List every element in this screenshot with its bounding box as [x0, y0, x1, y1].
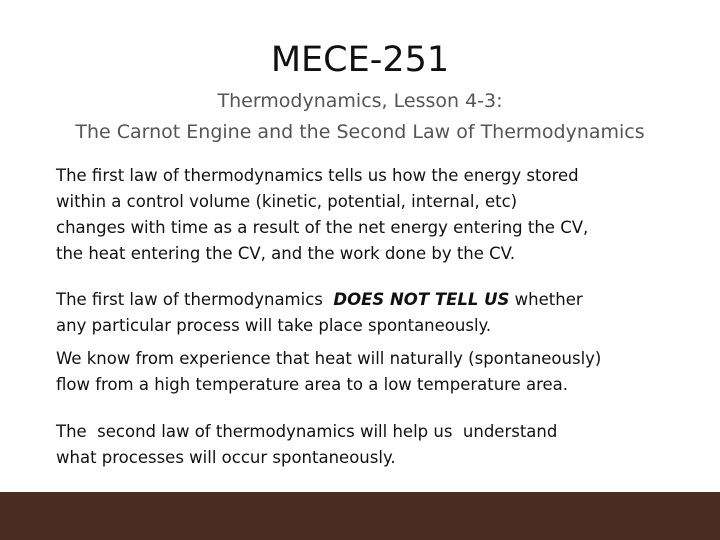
paragraph-line: changes with time as a result of the net energy entering the CV, [56, 218, 589, 237]
paragraph-line: within a control volume (kinetic, potential, internal, etc) [56, 192, 518, 211]
emphasis-text: DOES NOT TELL US [333, 290, 510, 309]
paragraph-line: what processes will occur spontaneously. [56, 448, 396, 467]
paragraph-line: The first law of thermodynamics tells us how the energy stored [56, 166, 579, 185]
paragraph-line: The second law of thermodynamics will help us understand [56, 422, 558, 441]
paragraph-line: flow from a high temperature area to a low temperature area. [56, 375, 569, 394]
slide-subtitle [0, 86, 720, 148]
paragraph-first-law [56, 163, 676, 267]
paragraph-experience [56, 346, 676, 398]
subtitle-line-1: Thermodynamics, Lesson 4-3: [217, 90, 503, 112]
paragraph-line [56, 287, 676, 313]
paragraph-line: We know from experience that heat will naturally (spontaneously) [56, 349, 602, 368]
paragraph-line: the heat entering the CV, and the work done by the CV. [56, 244, 516, 263]
paragraph-lead-text: The first law of thermodynamics [56, 290, 334, 309]
paragraph-line: any particular process will take place spontaneously. [56, 316, 492, 335]
paragraph-does-not-tell [56, 287, 676, 339]
paragraph-second-law [56, 419, 676, 471]
paragraph-tail-text: whether [509, 290, 583, 309]
slide-title: MECE-251 [270, 40, 450, 80]
footer-band [0, 492, 720, 540]
subtitle-line-2: The Carnot Engine and the Second Law of Thermodynamics [75, 121, 645, 143]
